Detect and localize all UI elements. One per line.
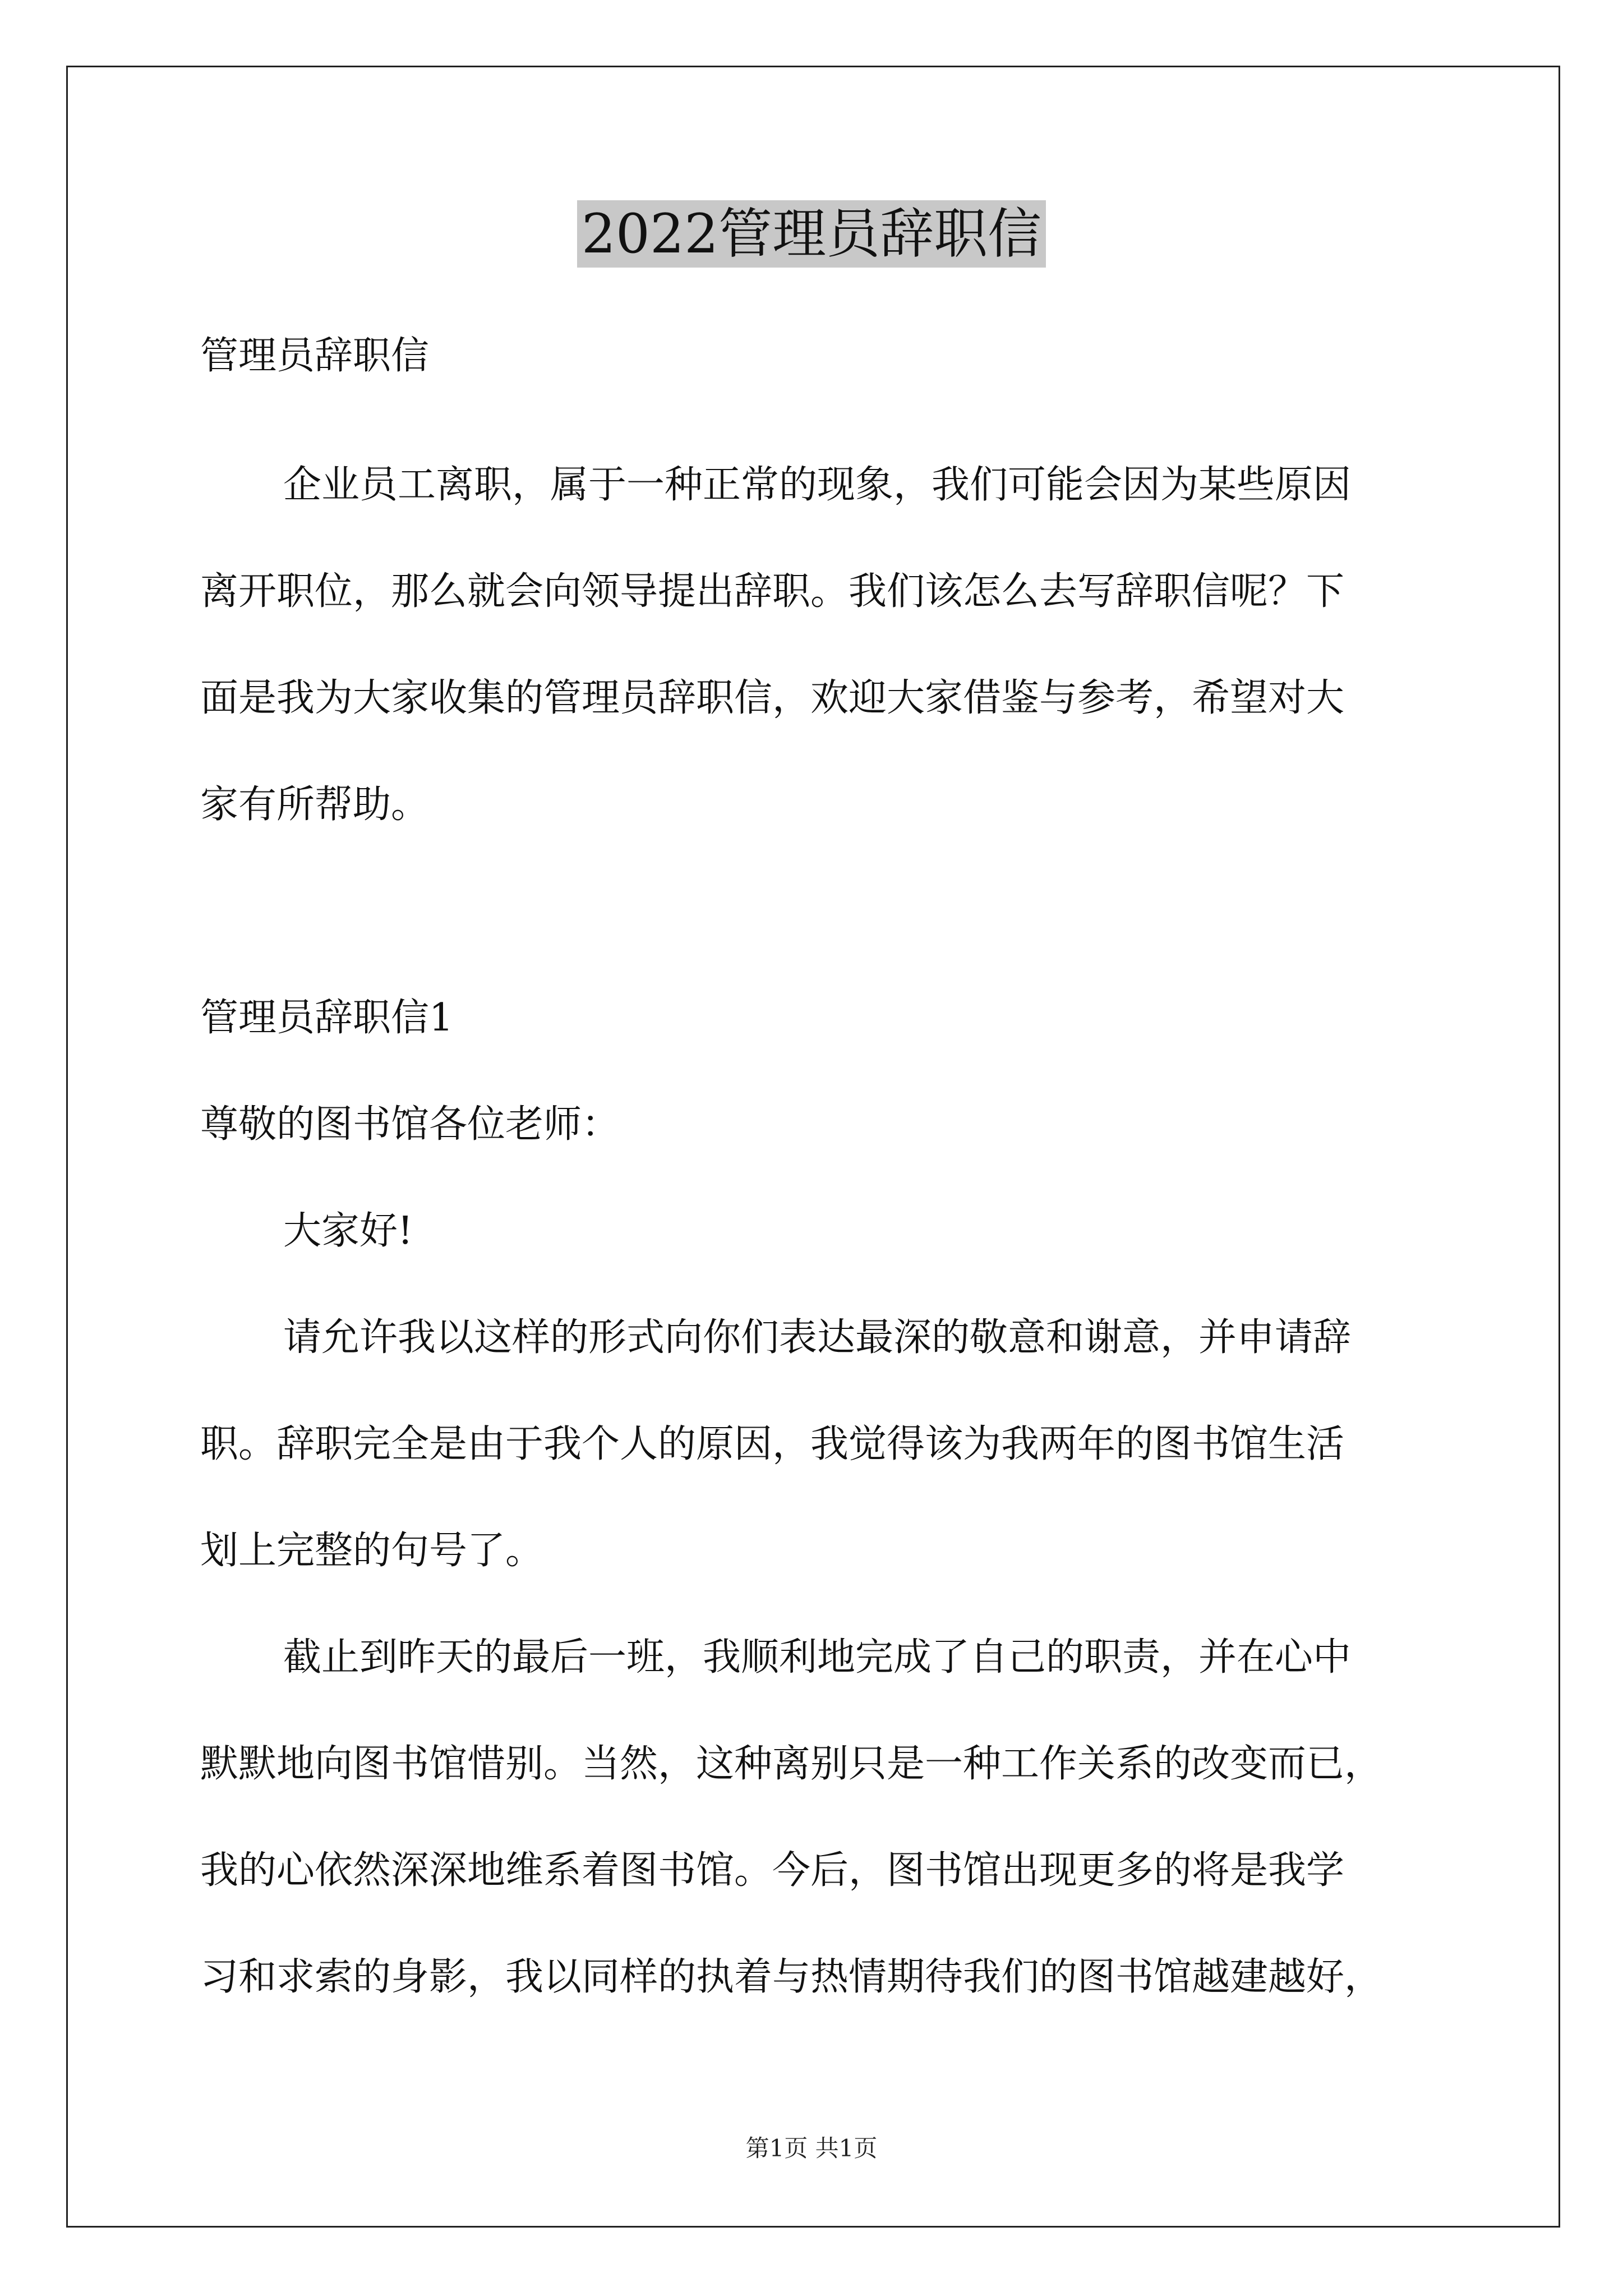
paragraph-line: 我的心依然深深地维系着图书馆。今后，图书馆出现更多的将是我学 [200, 1848, 1345, 1893]
document-title-text: 2022管理员辞职信 [577, 200, 1046, 268]
paragraph-line: 面是我为大家收集的管理员辞职信，欢迎大家借鉴与参考，希望对大 [200, 676, 1345, 720]
paragraph-line: 请允许我以这样的形式向你们表达最深的敬意和谢意，并申请辞 [283, 1315, 1352, 1360]
salutation: 尊敬的图书馆各位老师： [200, 1102, 620, 1147]
paragraph-line: 家有所帮助。 [200, 783, 430, 827]
paragraph-line: 习和求索的身影，我以同样的执着与热情期待我们的图书馆越建越好， [200, 1955, 1383, 1999]
paragraph-line: 划上完整的句号了。 [200, 1529, 544, 1573]
paragraph-line: 职。辞职完全是由于我个人的原因，我觉得该为我两年的图书馆生活 [200, 1422, 1345, 1466]
section-heading: 管理员辞职信 [200, 334, 430, 378]
greeting: 大家好! [283, 1209, 413, 1253]
paragraph-line: 离开职位，那么就会向领导提出辞职。我们该怎么去写辞职信呢？下 [200, 569, 1345, 614]
document-title [0, 200, 1623, 268]
paragraph-line: 企业员工离职，属于一种正常的现象，我们可能会因为某些原因 [283, 463, 1352, 507]
page-footer: 第1页 共1页 [745, 2134, 878, 2162]
letter-heading: 管理员辞职信1 [200, 996, 454, 1040]
paragraph-line: 默默地向图书馆惜别。当然，这种离别只是一种工作关系的改变而已， [200, 1742, 1383, 1786]
paragraph-line: 截止到昨天的最后一班，我顺利地完成了自己的职责，并在心中 [283, 1635, 1352, 1680]
